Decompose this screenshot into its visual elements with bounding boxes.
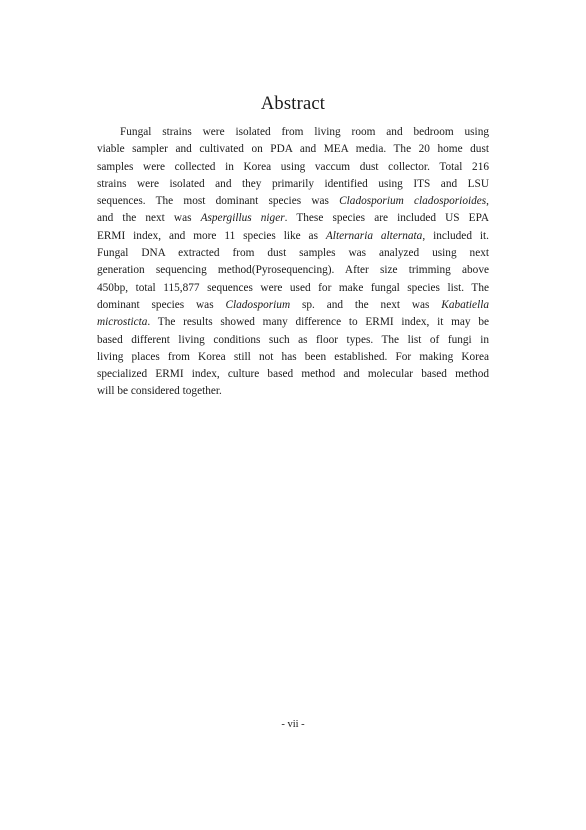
text-run: dominant species was (97, 298, 226, 311)
paragraph-line (97, 349, 489, 366)
text-run: , (486, 195, 489, 208)
text-run: and the next was (97, 212, 201, 225)
abstract-paragraph (97, 124, 489, 401)
species-name-italic: Cladosporium (225, 298, 291, 311)
paragraph-line (97, 297, 489, 314)
paragraph-line (97, 262, 489, 279)
text-run: ERMI index, and more 11 species like as (97, 229, 326, 242)
paragraph-line (97, 176, 489, 193)
paragraph-line (97, 332, 489, 349)
paragraph-line (97, 366, 489, 383)
text-run: . The results showed many difference to ERMI index, it may be (147, 316, 489, 329)
text-run: , included it. (422, 229, 489, 242)
paragraph-line (97, 314, 489, 331)
paragraph-line (97, 280, 489, 297)
paragraph-line (97, 245, 489, 262)
paragraph-line (97, 124, 489, 141)
text-run: living places from Korea still not has been established. For making Korea (97, 350, 489, 363)
species-name-italic: Cladosporium cladosporioides (339, 195, 487, 208)
page-number: - vii - (281, 719, 305, 730)
paragraph-line (97, 159, 489, 176)
paragraph-line (97, 193, 489, 210)
text-run: 450bp, total 115,877 sequences were used for make fungal species list. The (97, 281, 489, 294)
text-run: based different living conditions such as floor types. The list of fungi in (97, 333, 489, 346)
text-run: Fungal DNA extracted from dust samples was analyzed using next (97, 247, 489, 260)
paragraph-line (97, 383, 489, 400)
paragraph-line (97, 210, 489, 227)
text-run: Fungal strains were isolated from living room and bedroom using (120, 126, 489, 138)
text-run: samples were collected in Korea using vaccum dust collector. Total 216 (97, 160, 489, 173)
species-name-italic: Kabatiella (441, 298, 489, 311)
species-name-italic: microsticta (97, 316, 148, 329)
text-run: will be considered together. (97, 385, 222, 398)
paragraph-line (97, 228, 489, 245)
text-run: sp. and the next was (290, 298, 442, 311)
text-run: . These species are included US EPA (284, 212, 489, 225)
species-name-italic: Alternaria alternata (325, 229, 423, 242)
text-run: viable sampler and cultivated on PDA and MEA media. The 20 home dust (97, 143, 489, 156)
text-run: strains were isolated and they primarily identified using ITS and LSU (97, 177, 489, 190)
page-title: Abstract (260, 94, 326, 114)
text-run: sequences. The most dominant species was (97, 195, 340, 208)
text-run: generation sequencing method(Pyrosequencing). After size trimming above (97, 264, 489, 277)
text-run: specialized ERMI index, culture based method and molecular based method (97, 368, 489, 381)
species-name-italic: Aspergillus niger (200, 212, 285, 225)
paragraph-line (97, 141, 489, 158)
